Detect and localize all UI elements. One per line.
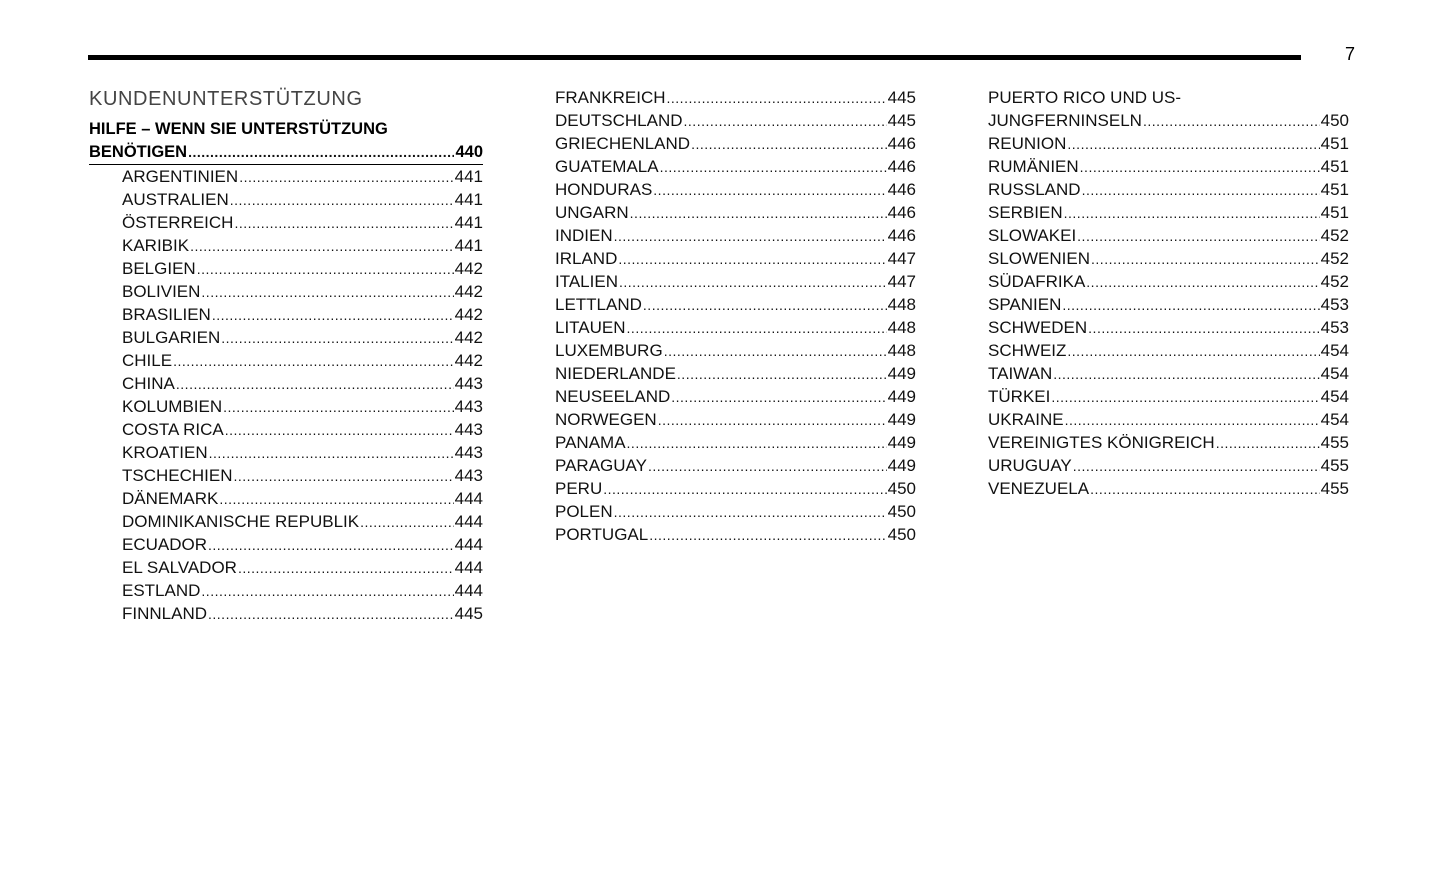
toc-entry-page: 445 [454,604,483,623]
toc-entry-label: IRLAND [555,249,618,268]
dot-leader [176,373,454,396]
toc-entry-page: 444 [454,512,483,531]
toc-entry[interactable] [555,247,916,270]
toc-entry[interactable] [89,418,483,441]
dot-leader [173,350,454,373]
toc-entry[interactable] [555,339,916,362]
chapter-page-number: 440 [455,143,483,161]
toc-entry-page: 455 [1320,479,1349,498]
toc-list-column-3 [988,132,1349,500]
toc-entry[interactable] [988,293,1349,316]
toc-entry-label: COSTA RICA [122,420,224,439]
toc-entry-page: 442 [454,351,483,370]
dot-leader [1064,202,1320,225]
toc-entry-page: 455 [1320,456,1349,475]
toc-entry-label: KROATIEN [122,443,208,462]
toc-entry-label: BRASILIEN [122,305,211,324]
toc-entry-label: TÜRKEI [988,387,1051,406]
dot-leader [627,317,887,340]
toc-list-column-1 [89,165,483,625]
toc-entry-label: SCHWEDEN [988,318,1088,337]
toc-entry[interactable] [988,385,1349,408]
toc-entry-label-line1[interactable]: PUERTO RICO UND US- [988,88,1182,107]
dot-leader [234,465,454,488]
toc-entry-page: 454 [1320,364,1349,383]
toc-entry[interactable] [89,556,483,579]
chapter-entry[interactable] [89,141,483,165]
toc-entry-page: 442 [454,259,483,278]
toc-entry-page: 442 [454,282,483,301]
toc-entry[interactable] [89,280,483,303]
toc-entry-page: 444 [454,558,483,577]
toc-entry[interactable] [555,477,916,500]
dot-leader [209,442,454,465]
toc-entry[interactable] [89,395,483,418]
toc-entry-label: AUSTRALIEN [122,190,229,209]
toc-entry-page: 446 [887,134,916,153]
toc-entry-label: LUXEMBURG [555,341,663,360]
toc-entry-label: GRIECHENLAND [555,134,691,153]
dot-leader [1091,248,1320,271]
dot-leader [1062,294,1319,317]
toc-entry-page: 451 [1320,157,1349,176]
dot-leader [188,141,454,164]
dot-leader [225,419,454,442]
dot-leader [201,281,453,304]
toc-entry-page: 441 [454,190,483,209]
toc-entry[interactable] [555,270,916,293]
toc-entry-page: 452 [1320,249,1349,268]
toc-entry-label: INDIEN [555,226,613,245]
dot-leader [1077,225,1319,248]
toc-entry-page: 449 [887,387,916,406]
toc-entry-label: NORWEGEN [555,410,657,429]
toc-entry-page: 454 [1320,387,1349,406]
toc-entry-page: 445 [887,88,916,107]
toc-entry-page: 441 [454,236,483,255]
toc-entry-page: 447 [887,272,916,291]
dot-leader [653,179,886,202]
dot-leader [234,212,453,235]
toc-entry-page: 449 [887,456,916,475]
dot-leader [212,304,454,327]
toc-entry-label: JUNGFERNINSELN [988,111,1142,130]
toc-entry[interactable] [988,316,1349,339]
toc-entry-page: 444 [454,489,483,508]
toc-entry-page: 450 [1320,111,1349,130]
toc-entry[interactable] [89,372,483,395]
dot-leader [691,133,887,156]
toc-entry-label: HONDURAS [555,180,653,199]
toc-entry[interactable] [555,454,916,477]
toc-entry-page: 449 [887,364,916,383]
dot-leader [1051,386,1319,409]
dot-leader [618,248,886,271]
toc-entry-label: DÄNEMARK [122,489,219,508]
page-number: 7 [1344,44,1355,64]
dot-leader [238,557,454,580]
dot-leader [648,455,887,478]
toc-entry[interactable] [988,224,1349,247]
dot-leader [660,156,887,179]
toc-entry-label: URUGUAY [988,456,1072,475]
dot-leader [671,386,886,409]
dot-leader [1088,317,1319,340]
toc-entry-label: GUATEMALA [555,157,659,176]
dot-leader [219,488,453,511]
toc-entry[interactable] [555,431,916,454]
toc-entry-label: DEUTSCHLAND [555,111,683,130]
toc-entry-page: 448 [887,341,916,360]
toc-entry-label: SÜDAFRIKA [988,272,1086,291]
toc-entry-label: FINNLAND [122,604,208,623]
toc-entry-page: 442 [454,305,483,324]
toc-entry[interactable] [988,408,1349,431]
toc-entry-label: REUNION [988,134,1067,153]
dot-leader [1067,133,1319,156]
toc-entry-page: 450 [887,502,916,521]
toc-entry-label: ARGENTINIEN [122,167,239,186]
toc-entry[interactable] [89,326,483,349]
toc-entry-label: EL SALVADOR [122,558,237,577]
toc-entry-label: LITAUEN [555,318,626,337]
dot-leader [208,603,454,626]
dot-leader [1073,455,1320,478]
toc-entry[interactable] [89,487,483,510]
toc-entry-page: 455 [1320,433,1349,452]
toc-entry-label: FRANKREICH [555,88,666,107]
toc-entry-page: 449 [887,410,916,429]
toc-entry-label: SLOWAKEI [988,226,1077,245]
toc-entry-label: SCHWEIZ [988,341,1067,360]
toc-entry[interactable] [988,339,1349,362]
toc-list-column-2 [555,86,916,546]
toc-entry-label: NEUSEELAND [555,387,671,406]
toc-entry-page: 451 [1320,203,1349,222]
toc-entry[interactable] [89,234,483,257]
dot-leader [1065,409,1320,432]
dot-leader [664,340,887,363]
toc-entry-page: 441 [454,167,483,186]
toc-entry[interactable] [988,201,1349,224]
toc-entry-page: 452 [1320,226,1349,245]
toc-entry-page: 443 [454,466,483,485]
toc-entry[interactable] [89,211,483,234]
toc-entry[interactable] [988,431,1349,454]
toc-entry[interactable] [555,385,916,408]
toc-entry[interactable] [555,201,916,224]
toc-entry-label: ÖSTERREICH [122,213,234,232]
toc-entry-page: 448 [887,295,916,314]
toc-entry[interactable] [89,349,483,372]
dot-leader [630,202,887,225]
toc-entry[interactable] [988,178,1349,201]
dot-leader [360,511,454,534]
toc-entry-page: 450 [887,525,916,544]
toc-entry-label: VEREINIGTES KÖNIGREICH [988,433,1215,452]
dot-leader [627,432,887,455]
toc-entry-page: 451 [1320,180,1349,199]
toc-entry[interactable] [555,155,916,178]
section-title: KUNDENUNTERSTÜTZUNG [89,88,363,110]
toc-entry-page: 449 [887,433,916,452]
dot-leader [223,396,453,419]
toc-entry-label: LETTLAND [555,295,642,314]
toc-entry-label: BOLIVIEN [122,282,201,301]
toc-entry[interactable] [555,408,916,431]
toc-entry[interactable] [988,477,1349,500]
toc-entry-page: 441 [454,213,483,232]
toc-entry-page: 454 [1320,410,1349,429]
dot-leader [221,327,453,350]
toc-entry[interactable] [89,257,483,280]
toc-entry-page: 443 [454,420,483,439]
toc-entry-page: 444 [454,535,483,554]
toc-entry[interactable] [89,533,483,556]
header-rule [88,55,1301,60]
toc-entry[interactable] [89,602,483,625]
dot-leader [643,294,887,317]
toc-entry-page: 446 [887,203,916,222]
toc-column-2 [555,86,916,546]
toc-entry-label: SLOWENIEN [988,249,1091,268]
toc-entry-label: ITALIEN [555,272,618,291]
chapter-title-line1[interactable]: HILFE – WENN SIE UNTERSTÜTZUNG [89,120,388,138]
toc-entry-page: 450 [887,479,916,498]
toc-entry-page: 443 [454,443,483,462]
toc-entry-label: RUMÄNIEN [988,157,1079,176]
dot-leader [667,87,887,110]
toc-entry-page: 446 [887,226,916,245]
dot-leader [614,225,887,248]
toc-entry-label: PORTUGAL [555,525,649,544]
dot-leader [658,409,887,432]
toc-entry[interactable] [89,579,483,602]
toc-entry[interactable] [988,132,1349,155]
toc-column-1 [89,86,483,625]
toc-entry[interactable] [555,362,916,385]
toc-entry-page: 448 [887,318,916,337]
toc-entry-label: UKRAINE [988,410,1064,429]
toc-entry-page: 453 [1320,295,1349,314]
dot-leader [684,110,887,133]
dot-leader [1053,363,1319,386]
toc-entry[interactable] [555,224,916,247]
toc-entry-label: PARAGUAY [555,456,647,475]
dot-leader [230,189,454,212]
toc-entry-page: 454 [1320,341,1349,360]
toc-entry-label: ECUADOR [122,535,208,554]
dot-leader [1067,340,1319,363]
toc-entry-page: 446 [887,157,916,176]
toc-entry[interactable] [555,86,916,109]
toc-entry-page: 445 [887,111,916,130]
toc-entry-label: CHINA [122,374,175,393]
toc-entry-label: PANAMA [555,433,626,452]
toc-entry[interactable] [555,178,916,201]
toc-entry-label: PERU [555,479,603,498]
toc-entry-page: 451 [1320,134,1349,153]
toc-entry[interactable] [89,464,483,487]
toc-entry-label: SPANIEN [988,295,1062,314]
toc-entry-label: ESTLAND [122,581,201,600]
toc-entry-label: NIEDERLANDE [555,364,676,383]
toc-entry[interactable] [89,165,483,188]
toc-entry-label: SERBIEN [988,203,1063,222]
dot-leader [197,258,454,281]
dot-leader [603,478,886,501]
toc-entry[interactable] [988,454,1349,477]
toc-entry[interactable] [988,270,1349,293]
toc-entry[interactable] [555,132,916,155]
toc-entry-page: 443 [454,397,483,416]
toc-entry[interactable] [555,316,916,339]
toc-entry[interactable] [555,293,916,316]
dot-leader [1080,156,1320,179]
toc-entry-label: POLEN [555,502,613,521]
toc-entry-page: 444 [454,581,483,600]
dot-leader [649,524,886,547]
toc-entry[interactable] [988,109,1349,132]
toc-entry-label: BULGARIEN [122,328,221,347]
toc-entry[interactable] [555,500,916,523]
toc-entry-label: VENEZUELA [988,479,1090,498]
dot-leader [1082,179,1320,202]
toc-entry[interactable] [988,247,1349,270]
toc-entry-label: UNGARN [555,203,629,222]
toc-entry[interactable] [988,362,1349,385]
dot-leader [208,534,454,557]
toc-entry[interactable] [988,155,1349,178]
toc-entry-label: RUSSLAND [988,180,1081,199]
toc-entry-label: DOMINIKANISCHE REPUBLIK [122,512,360,531]
chapter-title-line2: BENÖTIGEN [89,143,188,161]
toc-entry-label: KARIBIK [122,236,190,255]
dot-leader [614,501,887,524]
dot-leader [1143,110,1320,133]
toc-entry-label: BELGIEN [122,259,196,278]
toc-entry-page: 443 [454,374,483,393]
toc-entry-page: 452 [1320,272,1349,291]
toc-entry-page: 442 [454,328,483,347]
toc-entry[interactable] [89,510,483,533]
dot-leader [619,271,887,294]
toc-entry[interactable] [89,441,483,464]
toc-entry-page: 446 [887,180,916,199]
toc-entry-label: CHILE [122,351,173,370]
dot-leader [201,580,453,603]
toc-entry[interactable] [555,523,916,546]
toc-entry-label: KOLUMBIEN [122,397,223,416]
dot-leader [239,166,453,189]
dot-leader [190,235,454,258]
dot-leader [677,363,887,386]
dot-leader [1216,432,1320,455]
dot-leader [1090,478,1320,501]
toc-entry[interactable] [89,188,483,211]
toc-entry[interactable] [89,303,483,326]
toc-entry-label: TAIWAN [988,364,1053,383]
toc-column-3 [988,86,1349,500]
toc-entry-page: 447 [887,249,916,268]
dot-leader [1086,271,1319,294]
toc-entry-page: 453 [1320,318,1349,337]
toc-entry-label: TSCHECHIEN [122,466,233,485]
toc-entry[interactable] [555,109,916,132]
